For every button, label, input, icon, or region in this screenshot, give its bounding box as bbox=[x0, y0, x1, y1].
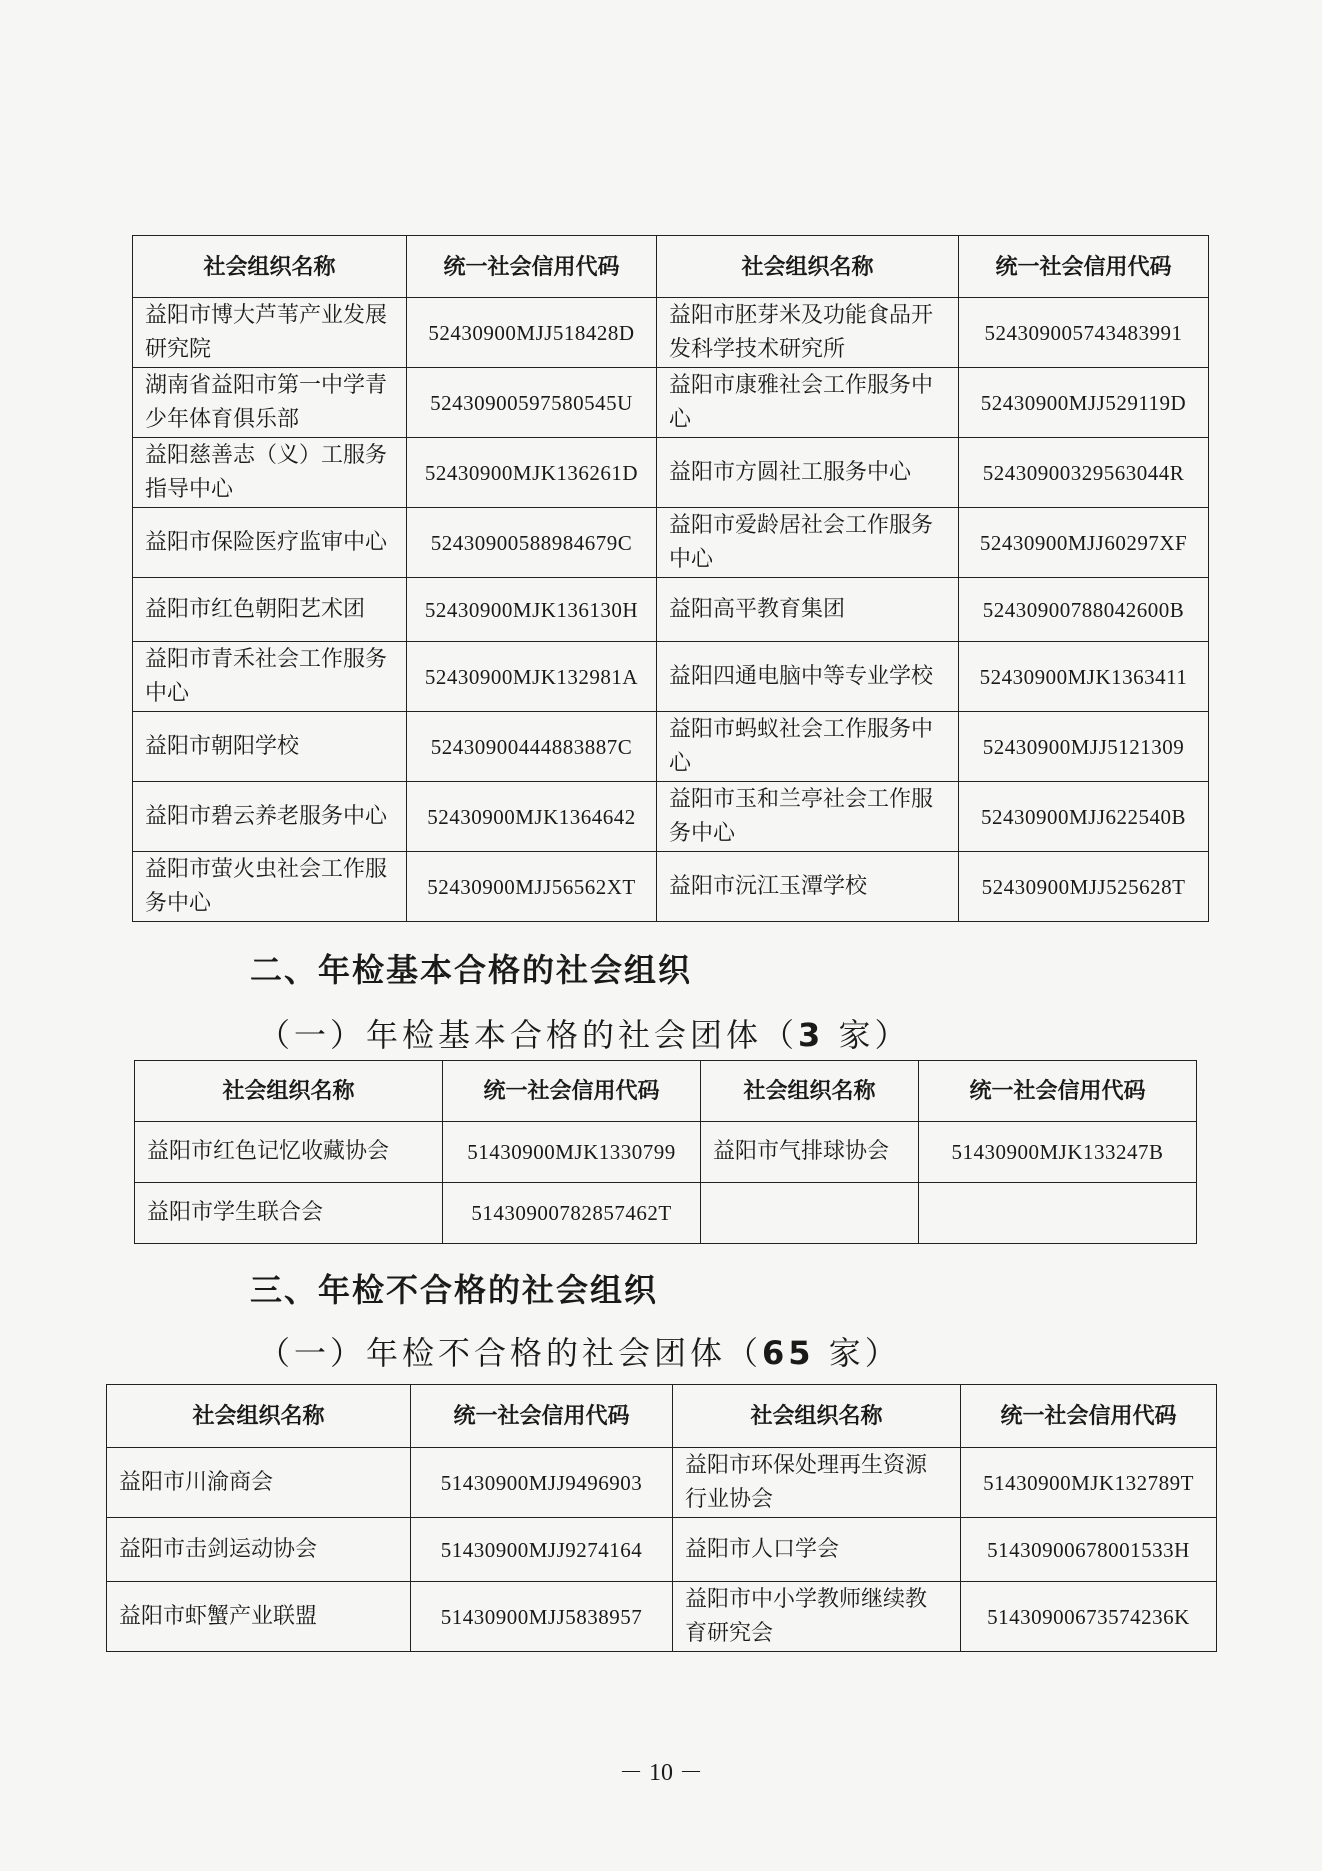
org-name-cell: 益阳市碧云养老服务中心 bbox=[133, 782, 407, 852]
org-name-cell: 益阳市博大芦苇产业发展研究院 bbox=[133, 298, 407, 368]
column-header: 统一社会信用代码 bbox=[407, 236, 657, 298]
credit-code-cell: 52430900MJJ525628T bbox=[959, 852, 1209, 922]
org-name-cell: 益阳市川渝商会 bbox=[107, 1448, 411, 1518]
org-name-cell: 益阳市青禾社会工作服务中心 bbox=[133, 642, 407, 712]
credit-code-cell: 52430900444883887C bbox=[407, 712, 657, 782]
credit-code-cell: 52430900MJK1364642 bbox=[407, 782, 657, 852]
column-header: 社会组织名称 bbox=[107, 1385, 411, 1448]
column-header: 统一社会信用代码 bbox=[411, 1385, 673, 1448]
section-3-subheading bbox=[258, 1328, 901, 1374]
table-row bbox=[135, 1183, 1197, 1244]
credit-code-cell: 51430900673574236K bbox=[961, 1582, 1217, 1652]
table-row bbox=[133, 508, 1209, 578]
org-name-cell: 益阳慈善志（义）工服务指导中心 bbox=[133, 438, 407, 508]
org-name-cell: 益阳市学生联合会 bbox=[135, 1183, 443, 1244]
credit-code-cell: 51430900MJK132789T bbox=[961, 1448, 1217, 1518]
org-name-cell: 益阳市爱龄居社会工作服务中心 bbox=[657, 508, 959, 578]
credit-code-cell: 51430900MJJ9496903 bbox=[411, 1448, 673, 1518]
table-row bbox=[133, 368, 1209, 438]
credit-code-cell: 52430900597580545U bbox=[407, 368, 657, 438]
column-header: 统一社会信用代码 bbox=[443, 1061, 701, 1122]
table-1 bbox=[132, 235, 1209, 922]
column-header: 统一社会信用代码 bbox=[961, 1385, 1217, 1448]
subheading-suffix: 家） bbox=[814, 1334, 901, 1372]
credit-code-cell: 52430900MJK1363411 bbox=[959, 642, 1209, 712]
credit-code-cell: 52430900MJJ622540B bbox=[959, 782, 1209, 852]
subheading-suffix: 家） bbox=[824, 1016, 911, 1054]
column-header: 统一社会信用代码 bbox=[959, 236, 1209, 298]
org-name-cell: 益阳市沅江玉潭学校 bbox=[657, 852, 959, 922]
org-name-cell: 益阳市气排球协会 bbox=[701, 1122, 919, 1183]
credit-code-cell bbox=[919, 1183, 1197, 1244]
org-name-cell: 益阳市红色朝阳艺术团 bbox=[133, 578, 407, 642]
table-row bbox=[133, 782, 1209, 852]
org-name-cell: 益阳市虾蟹产业联盟 bbox=[107, 1582, 411, 1652]
table-row bbox=[133, 298, 1209, 368]
credit-code-cell: 52430900MJJ5121309 bbox=[959, 712, 1209, 782]
org-name-cell: 益阳市玉和兰亭社会工作服务中心 bbox=[657, 782, 959, 852]
subheading-count: 3 bbox=[798, 1016, 825, 1054]
column-header: 社会组织名称 bbox=[701, 1061, 919, 1122]
org-name-cell: 益阳市保险医疗监审中心 bbox=[133, 508, 407, 578]
org-name-cell: 益阳四通电脑中等专业学校 bbox=[657, 642, 959, 712]
org-name-cell: 益阳市中小学教师继续教育研究会 bbox=[673, 1582, 961, 1652]
credit-code-cell: 52430900MJJ60297XF bbox=[959, 508, 1209, 578]
org-name-cell: 益阳高平教育集团 bbox=[657, 578, 959, 642]
org-name-cell: 益阳市方圆社工服务中心 bbox=[657, 438, 959, 508]
credit-code-cell: 524309005743483991 bbox=[959, 298, 1209, 368]
table-row bbox=[133, 438, 1209, 508]
credit-code-cell: 51430900MJK1330799 bbox=[443, 1122, 701, 1183]
subheading-text: （一）年检基本合格的社会团体（ bbox=[258, 1016, 799, 1054]
section-3-heading: 三、年检不合格的社会组织 bbox=[250, 1271, 659, 1309]
org-name-cell: 益阳市人口学会 bbox=[673, 1518, 961, 1582]
credit-code-cell: 52430900MJK136130H bbox=[407, 578, 657, 642]
column-header: 社会组织名称 bbox=[673, 1385, 961, 1448]
org-name-cell: 益阳市蚂蚁社会工作服务中心 bbox=[657, 712, 959, 782]
table-3 bbox=[106, 1384, 1217, 1652]
org-name-cell: 益阳市朝阳学校 bbox=[133, 712, 407, 782]
column-header: 社会组织名称 bbox=[135, 1061, 443, 1122]
credit-code-cell: 52430900MJK132981A bbox=[407, 642, 657, 712]
credit-code-cell: 51430900MJK133247B bbox=[919, 1122, 1197, 1183]
credit-code-cell: 52430900MJJ518428D bbox=[407, 298, 657, 368]
credit-code-cell: 52430900788042600B bbox=[959, 578, 1209, 642]
table-row bbox=[133, 642, 1209, 712]
org-name-cell: 益阳市环保处理再生资源行业协会 bbox=[673, 1448, 961, 1518]
credit-code-cell: 51430900678001533H bbox=[961, 1518, 1217, 1582]
credit-code-cell: 52430900MJJ56562XT bbox=[407, 852, 657, 922]
credit-code-cell: 51430900MJJ9274164 bbox=[411, 1518, 673, 1582]
credit-code-cell: 52430900329563044R bbox=[959, 438, 1209, 508]
table-row bbox=[107, 1518, 1217, 1582]
section-2-heading: 二、年检基本合格的社会组织 bbox=[250, 951, 693, 989]
credit-code-cell: 51430900782857462T bbox=[443, 1183, 701, 1244]
table-row bbox=[135, 1122, 1197, 1183]
table-row bbox=[133, 852, 1209, 922]
table-row bbox=[133, 578, 1209, 642]
table-row bbox=[133, 712, 1209, 782]
org-name-cell bbox=[701, 1183, 919, 1244]
table-row bbox=[107, 1448, 1217, 1518]
credit-code-cell: 52430900MJJ529119D bbox=[959, 368, 1209, 438]
column-header: 社会组织名称 bbox=[657, 236, 959, 298]
org-name-cell: 益阳市击剑运动协会 bbox=[107, 1518, 411, 1582]
org-name-cell: 益阳市胚芽米及功能食品开发科学技术研究所 bbox=[657, 298, 959, 368]
page-number: － 10 － bbox=[619, 1760, 703, 1786]
credit-code-cell: 52430900588984679C bbox=[407, 508, 657, 578]
org-name-cell: 益阳市康雅社会工作服务中心 bbox=[657, 368, 959, 438]
table-2 bbox=[134, 1060, 1197, 1244]
section-2-subheading bbox=[258, 1010, 910, 1056]
table-row bbox=[107, 1582, 1217, 1652]
column-header: 统一社会信用代码 bbox=[919, 1061, 1197, 1122]
org-name-cell: 湖南省益阳市第一中学青少年体育俱乐部 bbox=[133, 368, 407, 438]
org-name-cell: 益阳市红色记忆收藏协会 bbox=[135, 1122, 443, 1183]
subheading-text: （一）年检不合格的社会团体（ bbox=[258, 1334, 763, 1372]
org-name-cell: 益阳市萤火虫社会工作服务中心 bbox=[133, 852, 407, 922]
subheading-count: 65 bbox=[762, 1334, 815, 1372]
credit-code-cell: 51430900MJJ5838957 bbox=[411, 1582, 673, 1652]
column-header: 社会组织名称 bbox=[133, 236, 407, 298]
credit-code-cell: 52430900MJK136261D bbox=[407, 438, 657, 508]
